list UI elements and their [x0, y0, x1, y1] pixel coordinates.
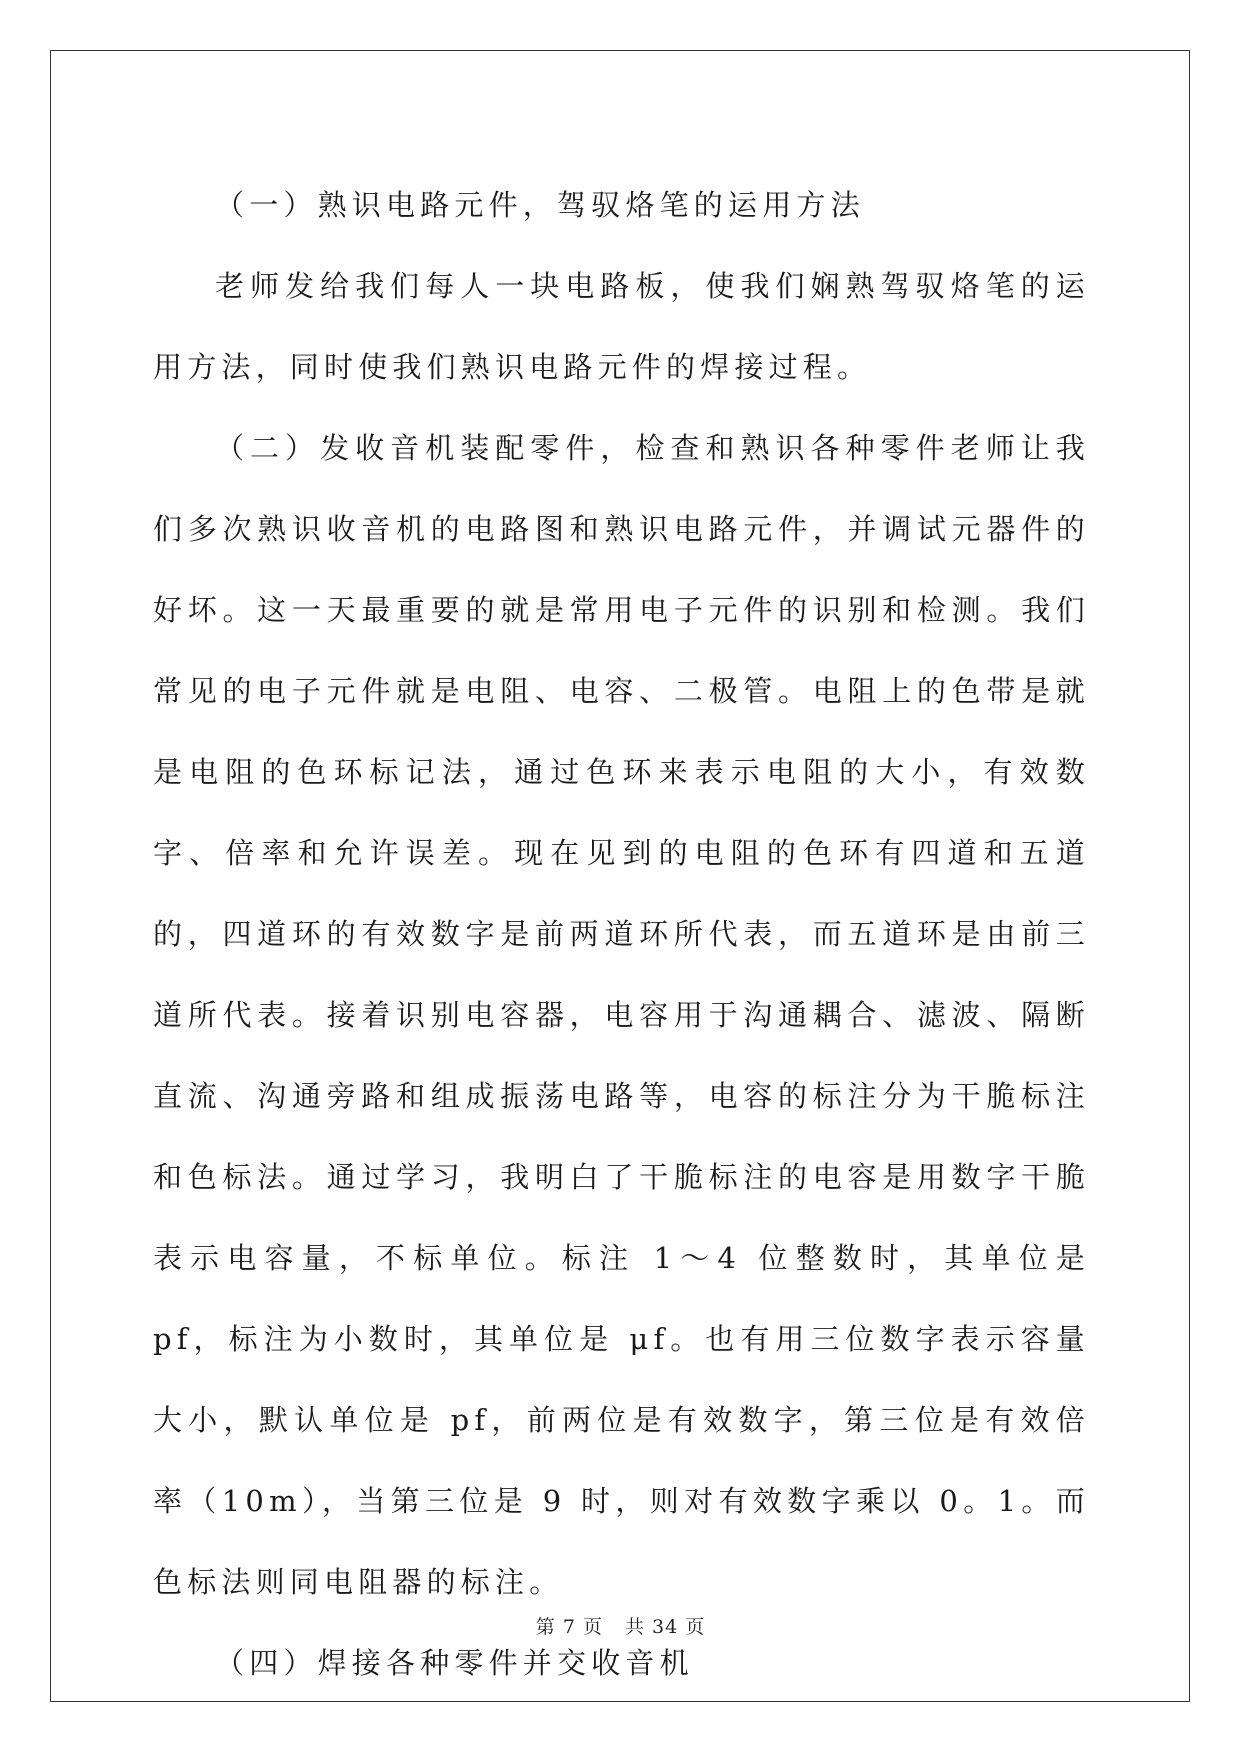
paragraph-1: 老师发给我们每人一块电路板，使我们娴熟驾驭烙笔的运用方法，同时使我们熟识电路元件的焊接过程。 [153, 269, 1090, 384]
current-page-label: 第 7 页 [535, 1616, 603, 1638]
page-footer [0, 1612, 1241, 1639]
section-heading-1: （一）熟识电路元件，驾驭烙笔的运用方法 [215, 188, 865, 222]
section-heading-4: （四）焊接各种零件并交收音机 [215, 1646, 694, 1680]
paragraph-2: （二）发收音机装配零件，检查和熟识各种零件老师让我们多次熟识收音机的电路图和熟识电路元件，并调试元器件的好坏。这一天最重要的就是常用电子元件的识别和检测。我们常见的电子元件就是电阻、电容、二极管。电阻上的色带是就是电阻的色环标记法，通过色环来表示电阻的大小，有效数字、倍率和允许误差。现在见到的电阻的色环有四道和五道的，四道环的有效数字是前两道环所代表，而五道环是由前三道所代表。接着识别电容器，电容用于沟通耦合、滤波、隔断直流、沟通旁路和组成振荡电路等，电容的标注分为干脆标注和色标法。通过学习，我明白了干脆标注的电容是用数字干脆表示电容量，不标单位。标注 1～4 位整数时，其单位是 pf，标注为小数时，其单位是 μf。也有用三位数字表示容量大小，默认单位是 pf，前两位是有效数字，第三位是有效倍率（10m），当第三位是 9 时，则对有效数字乘以 0。1。而色标法则同电阻器的标注。 [153, 431, 1090, 1599]
total-pages-label: 共 34 页 [624, 1616, 706, 1638]
document-body [153, 165, 1090, 1704]
